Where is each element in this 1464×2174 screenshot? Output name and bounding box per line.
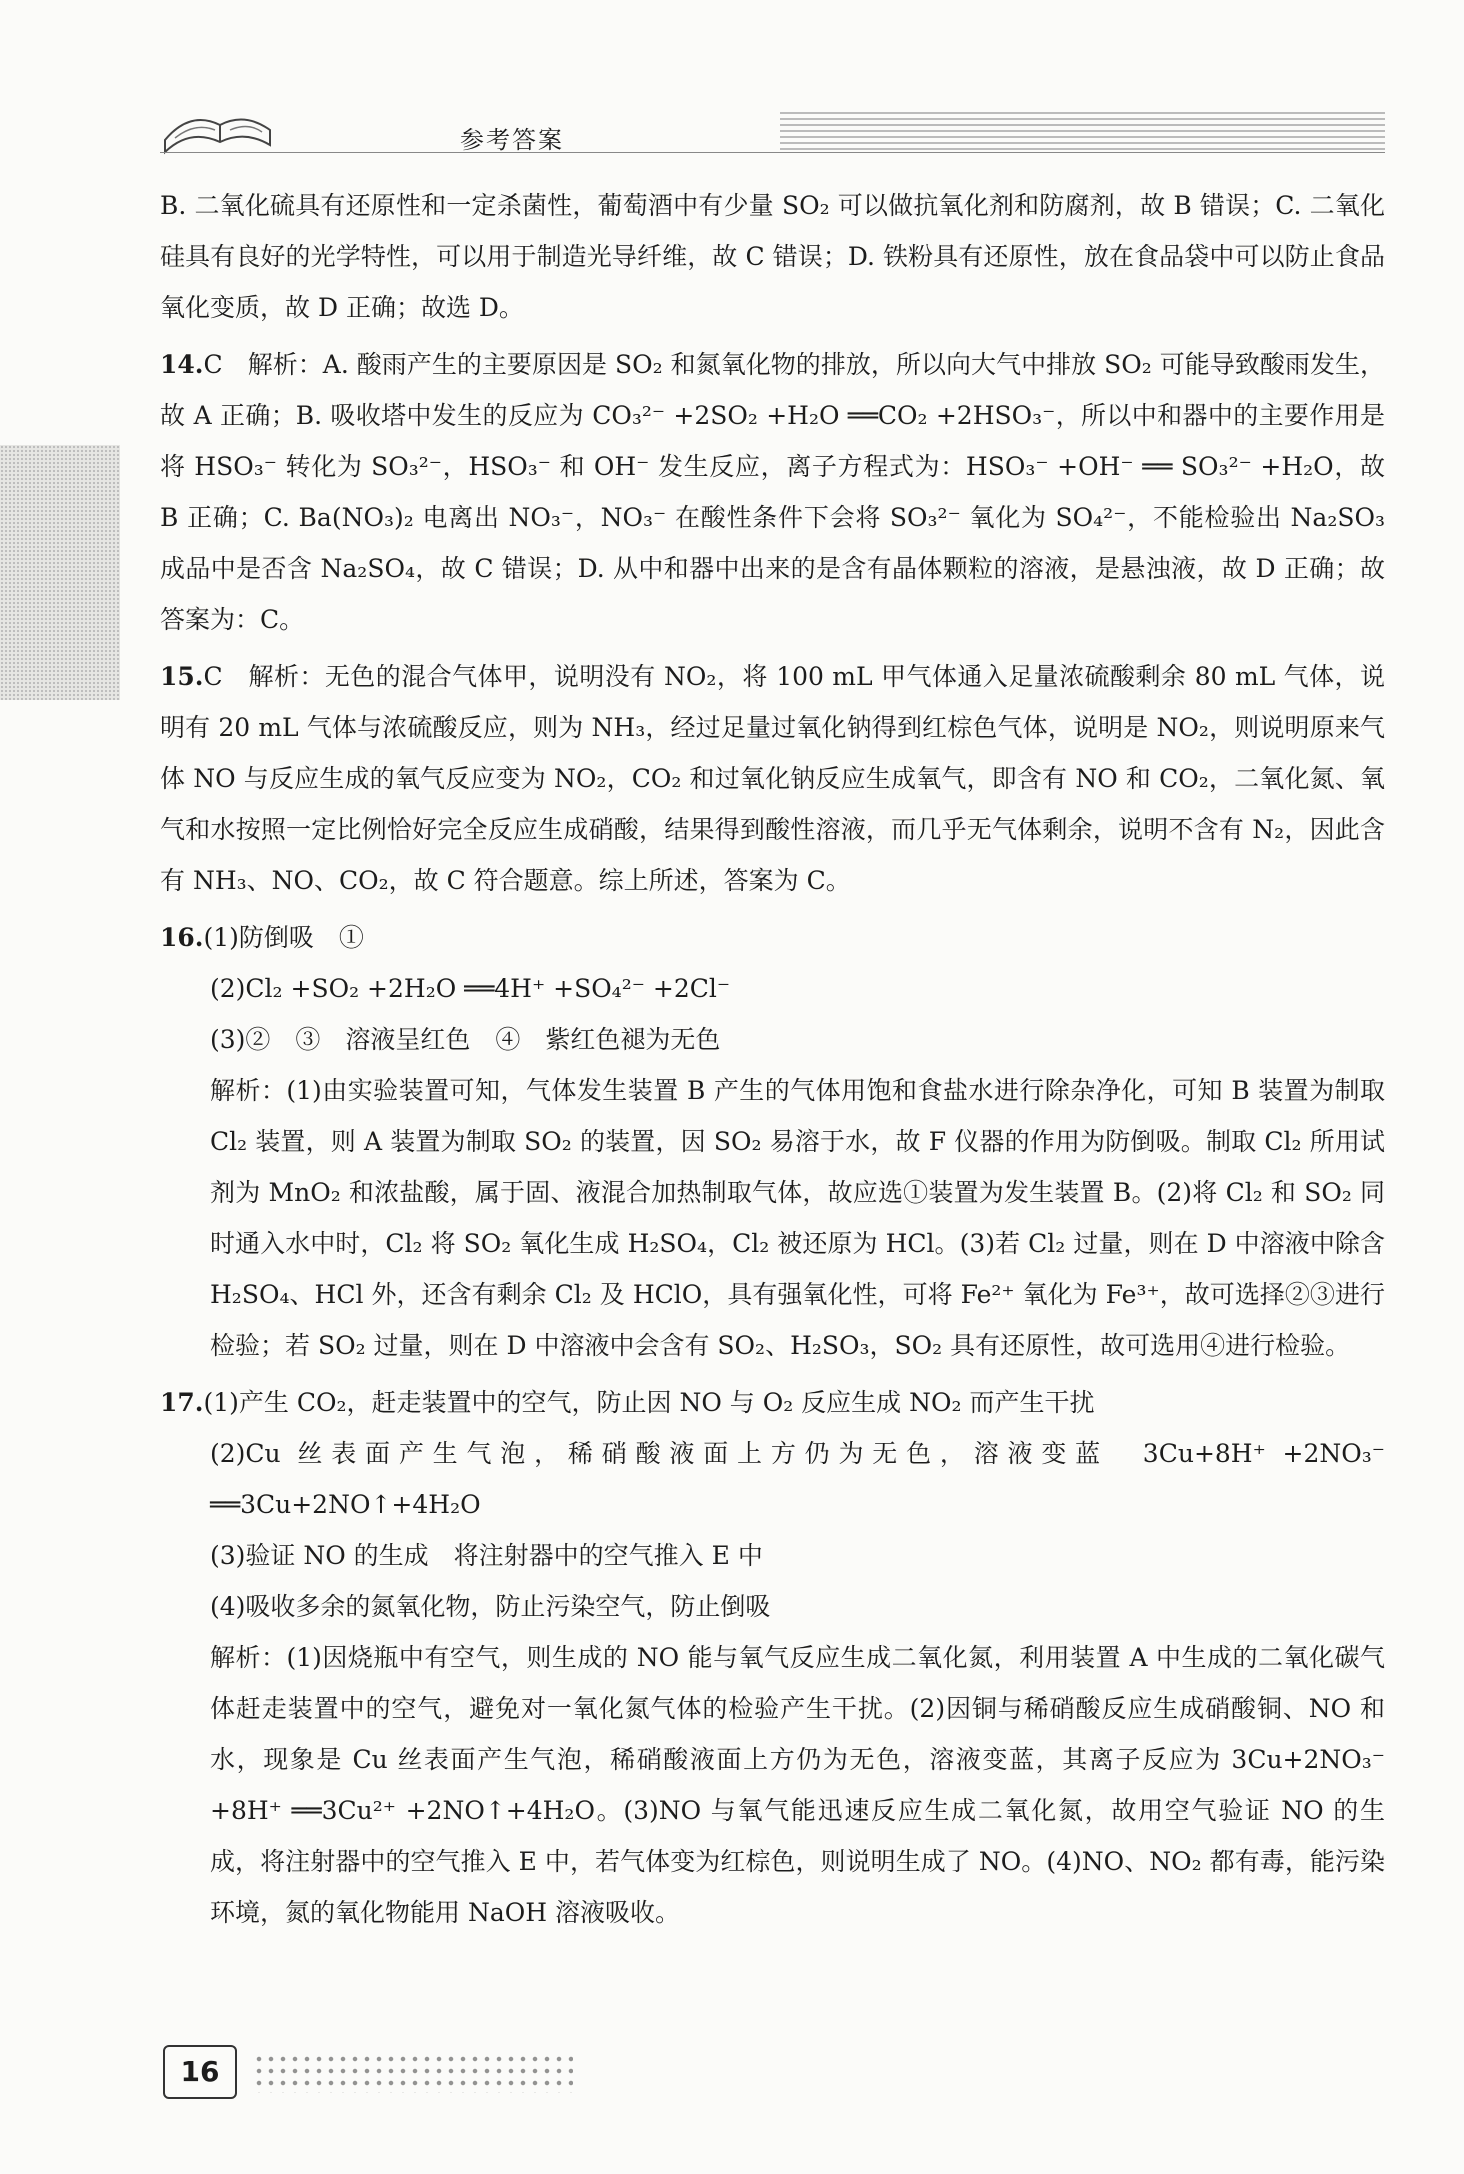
answer-paragraph	[160, 651, 1385, 906]
paragraph-text: C 解析：A. 酸雨产生的主要原因是 SO₂ 和氮氧化物的排放，所以向大气中排放 SO₂ 可能导致酸雨发生，故 A 正确；B. 吸收塔中发生的反应为 CO₃²⁻ +2SO₂ +H₂O ══CO₂ +2HSO₃⁻，所以中和器中的主要作用是将 HSO₃⁻ 转化为 SO₃²⁻，HSO₃⁻ 和 OH⁻ 发生反应，离子方程式为：HSO₃⁻ +OH⁻ ══ SO₃²⁻ +H₂O，故 B 正确；C. Ba(NO₃)₂ 电离出 NO₃⁻，NO₃⁻ 在酸性条件下会将 SO₃²⁻ 氧化为 SO₄²⁻，不能检验出 Na₂SO₃ 成品中是否含 Na₂SO₄，故 C 错误；D. 从中和器中出来的是含有晶体颗粒的溶液，是悬浊液，故 D 正确；故答案为：C。	[160, 350, 1385, 634]
paragraph-text: 解析：(1)因烧瓶中有空气，则生成的 NO 能与氧气反应生成二氧化氮，利用装置 A 中生成的二氧化碳气体赶走装置中的空气，避免对一氧化氮气体的检验产生干扰。(2)因铜与稀硝酸反应生成硝酸铜、NO 和水，现象是 Cu 丝表面产生气泡，稀硝酸液面上方仍为无色，溶液变蓝，其离子反应为 3Cu+2NO₃⁻ +8H⁺ ══3Cu²⁺ +2NO↑+4H₂O。(3)NO 与氧气能迅速反应生成二氧化氮，故用空气验证 NO 的生成，将注射器中的空气推入 E 中，若气体变为红棕色，则说明生成了 NO。(4)NO、NO₂ 都有毒，能污染环境，氮的氧化物能用 NaOH 溶液吸收。	[210, 1643, 1385, 1927]
answer-paragraph	[160, 1377, 1385, 1428]
paragraph-text: (1)产生 CO₂，赶走装置中的空气，防止因 NO 与 O₂ 反应生成 NO₂ 而产生干扰	[203, 1388, 1095, 1417]
page-header	[160, 100, 1385, 160]
answer-paragraph	[160, 912, 1385, 963]
paragraph-text: B. 二氧化硫具有还原性和一定杀菌性，葡萄酒中有少量 SO₂ 可以做抗氧化剂和防腐剂，故 B 错误；C. 二氧化硅具有良好的光学特性，可以用于制造光导纤维，故 C 错误；D. 铁粉具有还原性，放在食品袋中可以防止食品氧化变质，故 D 正确；故选 D。	[160, 191, 1385, 322]
question-number: 16.	[160, 923, 204, 952]
answer-paragraph	[160, 1428, 1385, 1530]
answer-content	[160, 180, 1385, 1938]
paragraph-text: (1)防倒吸 ①	[203, 923, 364, 952]
paragraph-text: (4)吸收多余的氮氧化物，防止污染空气，防止倒吸	[210, 1592, 771, 1621]
question-number: 15.	[160, 662, 204, 691]
paragraph-text: (2)Cl₂ +SO₂ +2H₂O ══4H⁺ +SO₄²⁻ +2Cl⁻	[210, 974, 731, 1003]
page-number: 16	[163, 2045, 237, 2099]
book-icon	[160, 100, 280, 160]
answer-paragraph	[160, 963, 1385, 1014]
paragraph-text: (3)② ③ 溶液呈红色 ④ 紫红色褪为无色	[210, 1025, 721, 1054]
side-texture	[0, 445, 120, 700]
header-title: 参考答案	[460, 126, 564, 154]
answer-paragraph	[160, 1014, 1385, 1065]
question-number: 14.	[160, 350, 204, 379]
paragraph-text: (3)验证 NO 的生成 将注射器中的空气推入 E 中	[210, 1541, 763, 1570]
answer-paragraph	[160, 1632, 1385, 1938]
paragraph-text: C 解析：无色的混合气体甲，说明没有 NO₂，将 100 mL 甲气体通入足量浓硫酸剩余 80 mL 气体，说明有 20 mL 气体与浓硫酸反应，则为 NH₃，经过足量过氧化钠得到红棕色气体，说明是 NO₂，则说明原来气体 NO 与反应生成的氧气反应变为 NO₂，CO₂ 和过氧化钠反应生成氧气，即含有 NO 和 CO₂，二氧化氮、氧气和水按照一定比例恰好完全反应生成硝酸，结果得到酸性溶液，而几乎无气体剩余，说明不含有 N₂，因此含有 NH₃、NO、CO₂，故 C 符合题意。综上所述，答案为 C。	[160, 662, 1385, 895]
answer-paragraph	[160, 1530, 1385, 1581]
header-rule	[160, 152, 1385, 153]
answer-paragraph	[160, 339, 1385, 645]
paragraph-text: 解析：(1)由实验装置可知，气体发生装置 B 产生的气体用饱和食盐水进行除杂净化，可知 B 装置为制取 Cl₂ 装置，则 A 装置为制取 SO₂ 的装置，因 SO₂ 易溶于水，故 F 仪器的作用为防倒吸。制取 Cl₂ 所用试剂为 MnO₂ 和浓盐酸，属于固、液混合加热制取气体，故应选①装置为发生装置 B。(2)将 Cl₂ 和 SO₂ 同时通入水中时，Cl₂ 将 SO₂ 氧化生成 H₂SO₄，Cl₂ 被还原为 HCl。(3)若 Cl₂ 过量，则在 D 中溶液中除含 H₂SO₄、HCl 外，还含有剩余 Cl₂ 及 HClO，具有强氧化性，可将 Fe²⁺ 氧化为 Fe³⁺，故可选择②③进行检验；若 SO₂ 过量，则在 D 中溶液中会含有 SO₂、H₂SO₃，SO₂ 具有还原性，故可选用④进行检验。	[210, 1076, 1385, 1360]
header-stripe	[780, 112, 1385, 150]
footer-dots	[253, 2053, 573, 2093]
answer-paragraph	[160, 180, 1385, 333]
question-number: 17.	[160, 1388, 204, 1417]
page-footer	[163, 2045, 237, 2099]
answer-paragraph	[160, 1065, 1385, 1371]
answer-paragraph	[160, 1581, 1385, 1632]
paragraph-text: (2)Cu 丝表面产生气泡，稀硝酸液面上方仍为无色，溶液变蓝 3Cu+8H⁺ +2NO₃⁻ ══3Cu+2NO↑+4H₂O	[210, 1439, 1385, 1519]
